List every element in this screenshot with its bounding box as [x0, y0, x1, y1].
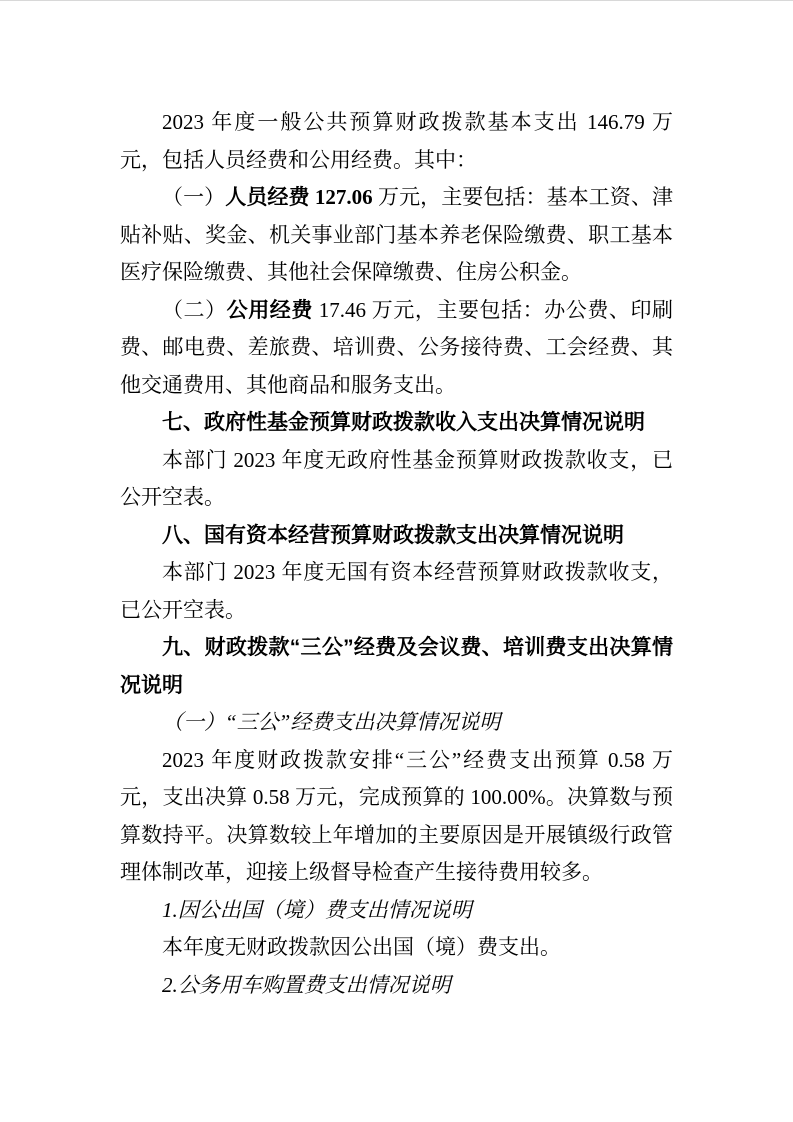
public-expense-prefix: （二）	[162, 297, 227, 322]
subheading-sangong-expense-statement: （一）“三公”经费支出决算情况说明	[162, 710, 501, 734]
paragraph-state-capital-none: 本部门 2023 年度无国有资本经营预算财政拨款收支，已公开空表。	[120, 560, 673, 622]
paragraph-personnel-expense	[120, 179, 673, 292]
heading-section-9-sangong-expense: 九、财政拨款“三公”经费及会议费、培训费支出决算情况说明	[120, 636, 673, 697]
public-expense-bold-label: 公用经费	[226, 297, 313, 322]
subheading-2-vehicle-purchase-expense: 2.公务用车购置费支出情况说明	[162, 972, 451, 997]
paragraph-sangong-expense-detail: 2023 年度财政拨款安排“三公”经费支出预算 0.58 万元，支出决算 0.58 万元，完成预算的 100.00%。决算数与预算数持平。决算数较上年增加的主要原因是开展镇级行政管理体制改革，迎接上级督导检查产生接待费用较多。	[120, 747, 673, 884]
document-text-block	[120, 104, 673, 1004]
paragraph-basic-expense-total: 2023 年度一般公共预算财政拨款基本支出 146.79 万元，包括人员经费和公用经费。其中：	[120, 110, 673, 172]
paragraph-abroad-expense-none: 本年度无财政拨款因公出国（境）费支出。	[162, 935, 561, 959]
heading-section-7-gov-fund-budget: 七、政府性基金预算财政拨款收入支出决算情况说明	[162, 411, 645, 434]
personnel-expense-prefix: （一）	[162, 185, 226, 209]
public-expense-detail: 17.46 万元，主要包括：办公费、印刷费、邮电费、差旅费、培训费、公务接待费、工会经费、其他交通费用、其他商品和服务支出。	[120, 297, 674, 397]
personnel-expense-bold-amount: 人员经费 127.06	[225, 185, 373, 209]
heading-section-8-state-capital-budget: 八、国有资本经营预算财政拨款支出决算情况说明	[162, 523, 624, 547]
paragraph-gov-fund-none: 本部门 2023 年度无政府性基金预算财政拨款收支，已公开空表。	[120, 447, 673, 509]
paragraph-public-expense	[120, 292, 673, 405]
personnel-expense-detail: 万元，主要包括：基本工资、津贴补贴、奖金、机关事业部门基本养老保险缴费、职工基本医疗保险缴费、其他社会保障缴费、住房公积金。	[120, 185, 674, 284]
subheading-1-abroad-expense: 1.因公出国（境）费支出情况说明	[162, 897, 472, 922]
